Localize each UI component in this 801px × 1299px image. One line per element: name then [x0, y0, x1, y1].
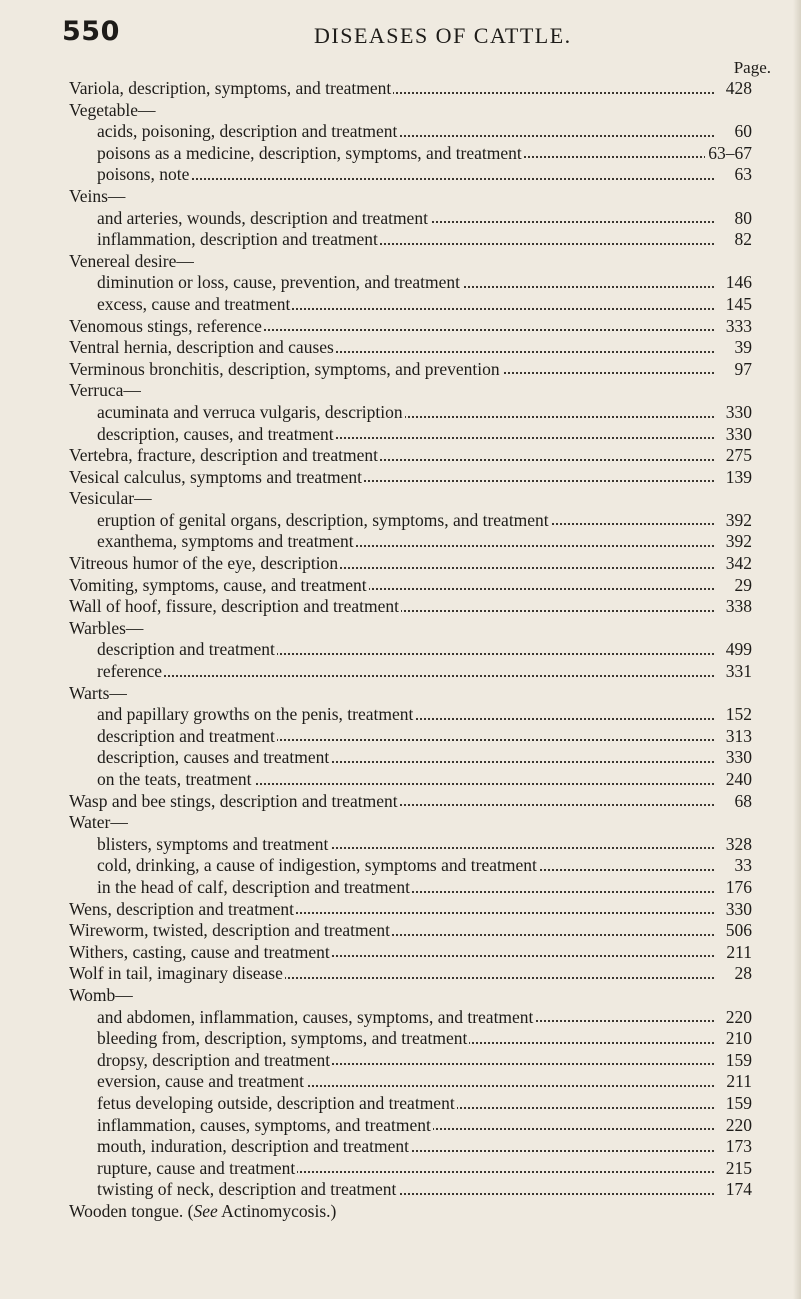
index-entry [69, 380, 752, 402]
entry-text: eversion, cause and treatment [97, 1071, 304, 1092]
index-entry [97, 402, 752, 424]
entry-page-number: 29 [732, 575, 753, 597]
index-entry [97, 639, 752, 661]
entry-text: and papillary growths on the penis, treatment [97, 704, 414, 725]
index-entry [69, 791, 752, 813]
index-entry [69, 78, 752, 100]
entry-text: Vertebra, fracture, description and treatment [69, 445, 379, 466]
entry-text: description, causes, and treatment [97, 423, 334, 444]
scan-edge [793, 0, 801, 1299]
entry-text: poisons as a medicine, description, symptoms, and treatment [97, 142, 522, 163]
entry-page-number: 333 [723, 316, 752, 338]
entry-text: Warbles— [69, 617, 144, 638]
index-entry [69, 575, 752, 597]
index-entry [97, 1071, 752, 1093]
entry-page-number: 173 [723, 1136, 752, 1158]
index-entry [97, 143, 752, 165]
index-entry [97, 877, 752, 899]
index-entry [69, 553, 752, 575]
index-entry [69, 683, 752, 705]
index-entry [97, 294, 752, 316]
page-number: 550 [62, 16, 120, 47]
entry-page-number: 159 [723, 1050, 752, 1072]
index-entry [69, 488, 752, 510]
index-list [0, 78, 801, 1222]
index-entry [97, 1179, 752, 1201]
entry-page-number: 313 [723, 726, 752, 748]
index-entry [69, 100, 752, 122]
index-entry [97, 1093, 752, 1115]
entry-text: inflammation, causes, symptoms, and treatment [97, 1114, 431, 1135]
entry-page-number: 499 [723, 639, 752, 661]
entry-text: Wens, description and treatment [69, 898, 295, 919]
entry-page-number: 330 [723, 747, 752, 769]
entry-page-number: 145 [723, 294, 752, 316]
entry-page-number: 97 [732, 359, 753, 381]
index-entry [97, 531, 752, 553]
entry-page-number: 338 [723, 596, 752, 618]
entry-text: dropsy, description and treatment [97, 1049, 331, 1070]
entry-page-number: 330 [723, 899, 752, 921]
index-entry [69, 899, 752, 921]
entry-page-number: 331 [723, 661, 752, 683]
entry-text: Veins— [69, 185, 126, 206]
entry-page-number: 146 [723, 272, 752, 294]
entry-page-number: 176 [723, 877, 752, 899]
index-entry [69, 920, 752, 942]
entry-text: description and treatment [97, 725, 275, 746]
entry-page-number: 63–67 [705, 143, 752, 165]
entry-text: inflammation, description and treatment [97, 229, 378, 250]
entry-page-number: 506 [723, 920, 752, 942]
running-title: DISEASES OF CATTLE. [314, 23, 572, 48]
entry-text: acuminata and verruca vulgaris, description [97, 401, 403, 422]
entry-page-number: 211 [723, 1071, 752, 1093]
index-entry [97, 272, 752, 294]
entry-text: poisons, note [97, 164, 190, 185]
index-entry [97, 1158, 752, 1180]
entry-page-number: 174 [723, 1179, 752, 1201]
index-entry [69, 251, 752, 273]
entry-text: Verruca— [69, 380, 141, 401]
index-entry [97, 1050, 752, 1072]
entry-text: fetus developing outside, description and treatment [97, 1092, 455, 1113]
entry-text: Wooden tongue. (See Actinomycosis.) [69, 1200, 337, 1221]
entry-text: Verminous bronchitis, description, symptoms, and prevention [69, 358, 500, 379]
index-entry [69, 186, 752, 208]
entry-text: Wasp and bee stings, description and treatment [69, 790, 398, 811]
entry-page-number: 342 [723, 553, 752, 575]
index-entry [69, 963, 752, 985]
entry-text: cold, drinking, a cause of indigestion, symptoms and treatment [97, 855, 537, 876]
index-entry [69, 812, 752, 834]
index-entry [97, 704, 752, 726]
entry-text: Venomous stings, reference [69, 315, 262, 336]
entry-text: exanthema, symptoms and treatment [97, 531, 354, 552]
entry-text: Womb— [69, 984, 133, 1005]
index-entry [69, 1201, 752, 1223]
index-entry [97, 726, 752, 748]
index-entry [69, 618, 752, 640]
page-column-heading: Page. [733, 58, 771, 77]
index-entry [97, 424, 752, 446]
entry-page-number: 392 [723, 510, 752, 532]
entry-text: description, causes and treatment [97, 747, 330, 768]
entry-page-number: 240 [723, 769, 752, 791]
entry-page-number: 330 [723, 424, 752, 446]
entry-page-number: 328 [723, 834, 752, 856]
entry-text: Wall of hoof, fissure, description and treatment [69, 596, 400, 617]
entry-text: Vitreous humor of the eye, description [69, 553, 339, 574]
index-entry [97, 661, 752, 683]
entry-page-number: 220 [723, 1115, 752, 1137]
index-entry [69, 596, 752, 618]
index-entry [97, 229, 752, 251]
entry-page-number: 210 [723, 1028, 752, 1050]
entry-text: Withers, casting, cause and treatment [69, 941, 330, 962]
entry-page-number: 139 [723, 467, 752, 489]
entry-text: Water— [69, 812, 128, 833]
index-entry [97, 769, 752, 791]
entry-text: and arteries, wounds, description and treatment [97, 207, 428, 228]
entry-text: rupture, cause and treatment [97, 1157, 296, 1178]
index-entry [97, 121, 752, 143]
entry-page-number: 211 [723, 942, 752, 964]
entry-text: and abdomen, inflammation, causes, symptoms, and treatment [97, 1006, 534, 1027]
index-entry [69, 337, 752, 359]
entry-page-number: 152 [723, 704, 752, 726]
page-header [62, 16, 762, 56]
entry-text: mouth, induration, description and treatment [97, 1136, 410, 1157]
index-entry [97, 1028, 752, 1050]
entry-text: blisters, symptoms and treatment [97, 833, 329, 854]
entry-text: acids, poisoning, description and treatment [97, 121, 398, 142]
entry-text: Vegetable— [69, 99, 156, 120]
entry-text: twisting of neck, description and treatment [97, 1179, 397, 1200]
entry-page-number: 215 [723, 1158, 752, 1180]
index-entry [69, 445, 752, 467]
index-entry [97, 1007, 752, 1029]
index-entry [69, 316, 752, 338]
entry-page-number: 39 [732, 337, 753, 359]
index-entry [97, 1136, 752, 1158]
entry-text: excess, cause and treatment [97, 293, 291, 314]
entry-page-number: 220 [723, 1007, 752, 1029]
entry-text: Wireworm, twisted, description and treatment [69, 920, 391, 941]
entry-text: Wolf in tail, imaginary disease [69, 963, 283, 984]
entry-page-number: 28 [732, 963, 753, 985]
entry-page-number: 63 [732, 164, 753, 186]
entry-page-number: 80 [732, 208, 753, 230]
index-entry [97, 834, 752, 856]
entry-page-number: 330 [723, 402, 752, 424]
entry-text: on the teats, treatment [97, 769, 252, 789]
index-entry [97, 855, 752, 877]
index-entry [69, 359, 752, 381]
entry-page-number: 428 [723, 78, 752, 100]
entry-page-number: 33 [732, 855, 753, 877]
index-entry [97, 164, 752, 186]
entry-page-number: 60 [732, 121, 753, 143]
entry-page-number: 159 [723, 1093, 752, 1115]
see-reference: See [193, 1200, 218, 1221]
entry-text: description and treatment [97, 639, 275, 660]
entry-text: reference [97, 661, 163, 682]
index-entry [69, 942, 752, 964]
entry-text: Venereal desire— [69, 250, 194, 271]
entry-text: diminution or loss, cause, prevention, and treatment [97, 272, 461, 293]
entry-text: Vesical calculus, symptoms and treatment [69, 466, 363, 487]
entry-page-number: 392 [723, 531, 752, 553]
entry-text: Vesicular— [69, 488, 152, 509]
entry-text: Warts— [69, 682, 127, 703]
entry-text: Variola, description, symptoms, and treatment [69, 78, 392, 98]
index-entry [97, 747, 752, 769]
entry-page-number: 68 [732, 791, 753, 813]
index-entry [69, 467, 752, 489]
entry-page-number: 82 [732, 229, 753, 251]
dot-leader [97, 675, 714, 677]
entry-text: in the head of calf, description and treatment [97, 876, 410, 897]
index-entry [97, 208, 752, 230]
index-entry [69, 985, 752, 1007]
index-entry [97, 510, 752, 532]
entry-text: eruption of genital organs, description, symptoms, and treatment [97, 509, 549, 530]
entry-text: bleeding from, description, symptoms, and treatment [97, 1028, 468, 1049]
entry-page-number: 275 [723, 445, 752, 467]
entry-text: Vomiting, symptoms, cause, and treatment [69, 574, 367, 595]
entry-text: Ventral hernia, description and causes [69, 337, 334, 358]
index-entry [97, 1115, 752, 1137]
